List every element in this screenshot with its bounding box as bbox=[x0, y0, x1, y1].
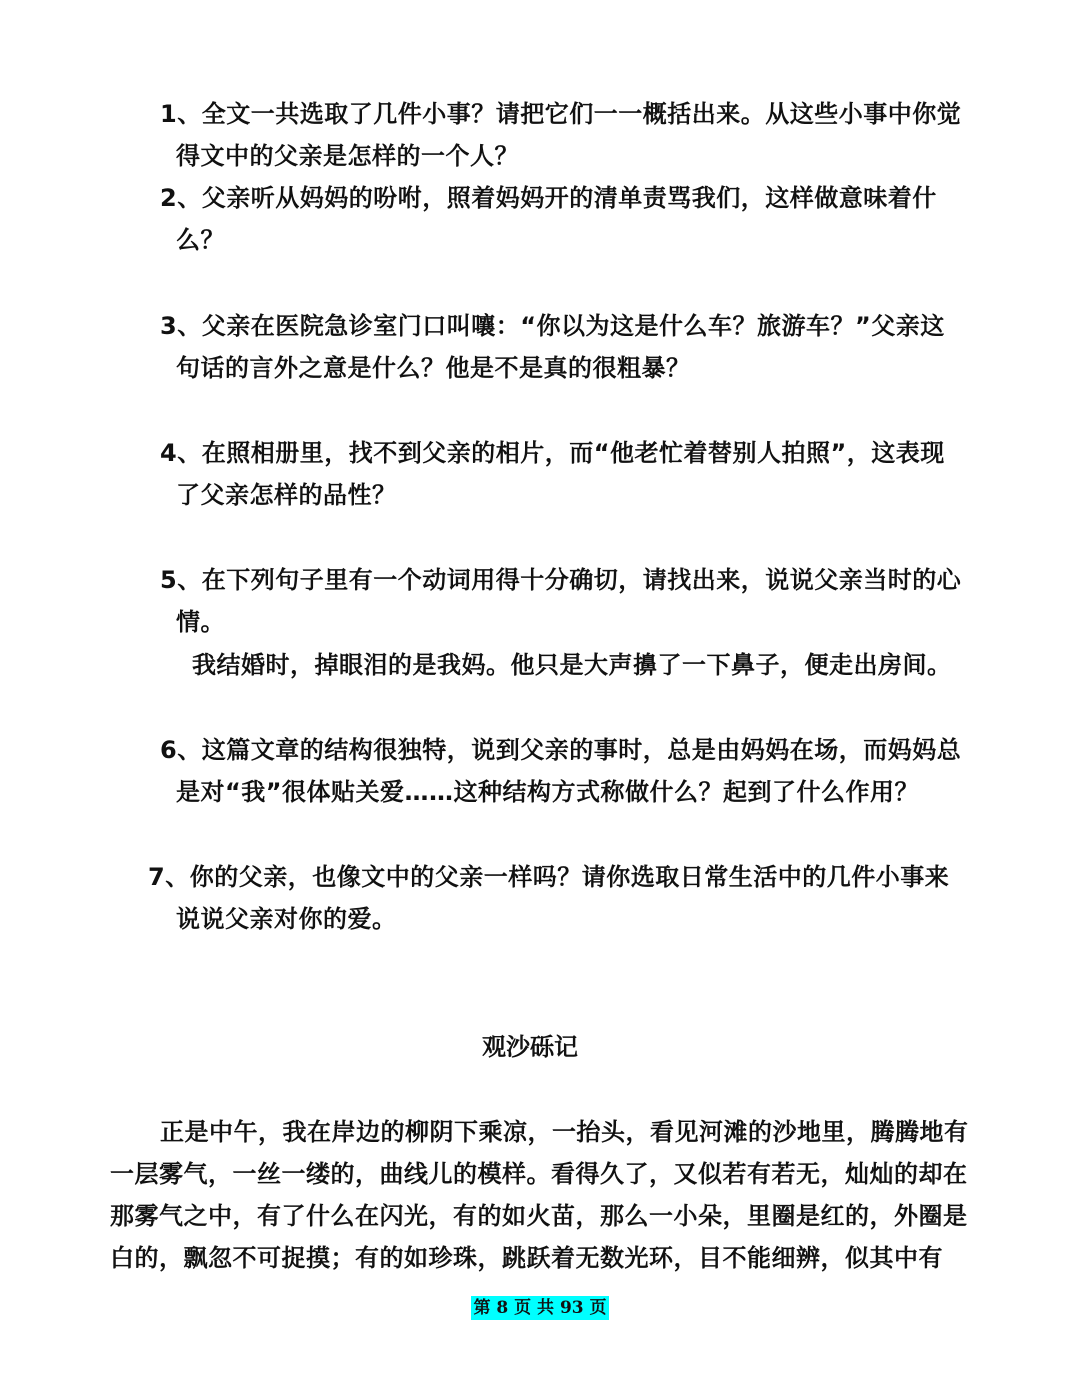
page-number: 第 8 页 共 93 页 bbox=[473, 1298, 607, 1318]
question-1-line-2: 得文中的父亲是怎样的一个人？ bbox=[176, 142, 519, 170]
question-4-line-1: 4、在照相册里，找不到父亲的相片，而“他老忙着替别人拍照”，这表现 bbox=[160, 439, 945, 467]
question-3-line-1: 3、父亲在医院急诊室门口叫嚷：“你以为这是什么车？旅游车？”父亲这 bbox=[160, 312, 945, 340]
question-7-line-1: 7、你的父亲，也像文中的父亲一样吗？请你选取日常生活中的几件小事来 bbox=[148, 863, 950, 891]
article-line-3: 那雾气之中，有了什么在闪光，有的如火苗，那么一小朵，里圈是红的，外圈是 bbox=[110, 1202, 968, 1230]
question-2-line-2: 么？ bbox=[176, 226, 225, 254]
question-5-line-1: 5、在下列句子里有一个动词用得十分确切，请找出来，说说父亲当时的心 bbox=[160, 566, 962, 594]
question-6-line-2: 是对“我”很体贴关爱……这种结构方式称做什么？起到了什么作用？ bbox=[176, 778, 920, 806]
question-6-line-1: 6、这篇文章的结构很独特，说到父亲的事时，总是由妈妈在场，而妈妈总 bbox=[160, 736, 962, 764]
page-footer bbox=[0, 1296, 1080, 1320]
question-3-line-2: 句话的言外之意是什么？他是不是真的很粗暴？ bbox=[176, 354, 691, 382]
article-line-2: 一层雾气，一丝一缕的，曲线儿的模样。看得久了，又似若有若无，灿灿的却在 bbox=[110, 1160, 968, 1188]
question-5-line-2: 情。 bbox=[176, 608, 225, 636]
article-line-4: 白的，飘忽不可捉摸；有的如珍珠，跳跃着无数光环，目不能细辨，似其中有 bbox=[110, 1244, 943, 1272]
article-title: 观沙砾记 bbox=[482, 1033, 578, 1061]
question-4-line-2: 了父亲怎样的品性？ bbox=[176, 481, 397, 509]
question-1-line-1: 1、全文一共选取了几件小事？请把它们一一概括出来。从这些小事中你觉 bbox=[160, 100, 962, 128]
question-5-quote: 我结婚时，掉眼泪的是我妈。他只是大声擤了一下鼻子，便走出房间。 bbox=[192, 651, 952, 679]
question-2-line-1: 2、父亲听从妈妈的吩咐，照着妈妈开的清单责骂我们，这样做意味着什 bbox=[160, 184, 937, 212]
article-line-1: 正是中午，我在岸边的柳阴下乘凉，一抬头，看见河滩的沙地里，腾腾地有 bbox=[160, 1118, 969, 1146]
question-7-line-2: 说说父亲对你的爱。 bbox=[176, 905, 397, 933]
